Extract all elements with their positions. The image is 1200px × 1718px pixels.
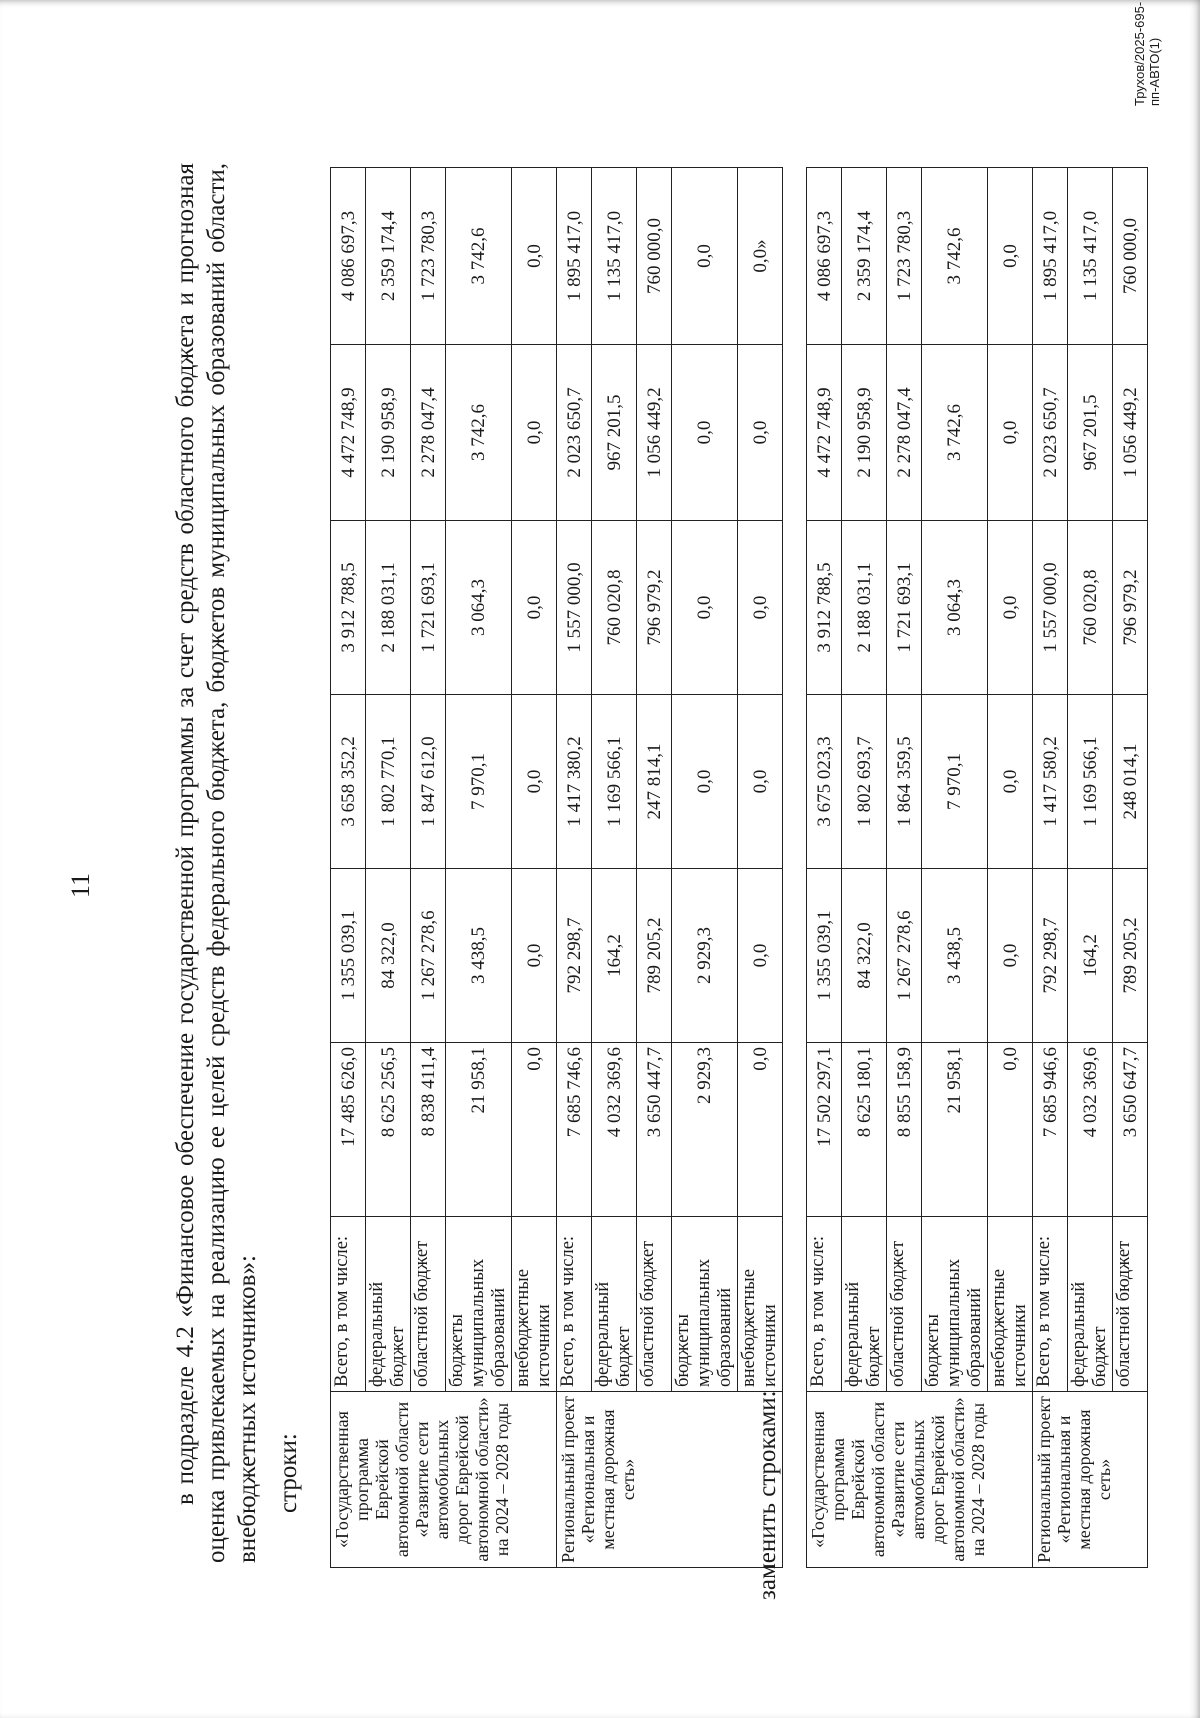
- amount-cell: 2 190 958,9: [842, 345, 887, 521]
- amount-cell: 0,0: [988, 869, 1033, 1043]
- funding-source-cell: областной бюджет: [411, 1217, 446, 1392]
- amount-cell: 2 359 174,4: [366, 168, 411, 345]
- amount-cell: 4 472 748,9: [331, 345, 366, 521]
- amount-cell: 1 557 000,0: [557, 521, 592, 695]
- amount-cell: 2 929,3: [672, 869, 738, 1043]
- amount-cell: 7 685 946,6: [1033, 1043, 1068, 1217]
- amount-cell: 1 847 612,0: [411, 695, 446, 869]
- amount-cell: 4 086 697,3: [331, 168, 366, 345]
- amount-cell: 0,0: [672, 168, 738, 345]
- amount-cell: 2 023 650,7: [1033, 345, 1068, 521]
- amount-cell: 3 650 647,7: [1113, 1043, 1148, 1217]
- funding-source-cell: внебюджетные источники: [738, 1217, 783, 1392]
- amount-cell: 0,0: [988, 345, 1033, 521]
- table-row: [807, 168, 842, 1568]
- amount-cell: 0,0: [738, 1043, 783, 1217]
- amount-cell: 760 000,0: [1113, 168, 1148, 345]
- amount-cell: 1 169 566,1: [592, 695, 637, 869]
- amount-cell: 2 359 174,4: [842, 168, 887, 345]
- amount-cell: 1 417 380,2: [557, 695, 592, 869]
- funding-source-cell: областной бюджет: [1113, 1217, 1148, 1392]
- amount-cell: 0,0»: [738, 168, 783, 345]
- amount-cell: 1 723 780,3: [887, 168, 922, 345]
- document-footer-code: Трухов/2025-695-пп-АВТО(1): [1132, 1, 1162, 106]
- amount-cell: 1 802 693,7: [842, 695, 887, 869]
- amount-cell: 17 502 297,1: [807, 1043, 842, 1217]
- table-row: [738, 168, 783, 1568]
- amount-cell: 7 685 746,6: [557, 1043, 592, 1217]
- amount-cell: 2 278 047,4: [887, 345, 922, 521]
- table-row: [988, 168, 1033, 1568]
- funding-source-cell: федеральный бюджет: [366, 1217, 411, 1392]
- amount-cell: 760 020,8: [1068, 521, 1113, 695]
- amount-cell: 7 970,1: [446, 695, 512, 869]
- amount-cell: 1 135 417,0: [1068, 168, 1113, 345]
- amount-cell: 3 658 352,2: [331, 695, 366, 869]
- funding-source-cell: Всего, в том числе:: [331, 1217, 366, 1392]
- amount-cell: 3 438,5: [922, 869, 988, 1043]
- amount-cell: 0,0: [988, 168, 1033, 345]
- amount-cell: 760 000,0: [637, 168, 672, 345]
- funding-source-cell: внебюджетные источники: [512, 1217, 557, 1392]
- funding-source-cell: Всего, в том числе:: [807, 1217, 842, 1392]
- amount-cell: 0,0: [988, 1043, 1033, 1217]
- caption-old-rows: строки:: [275, 1433, 302, 1513]
- table-row: [557, 168, 592, 1568]
- amount-cell: 1 056 449,2: [1113, 345, 1148, 521]
- finance-table-new: [806, 167, 1148, 1568]
- table-row: [922, 168, 988, 1568]
- amount-cell: 967 201,5: [592, 345, 637, 521]
- table-row: [411, 168, 446, 1568]
- amount-cell: 0,0: [738, 345, 783, 521]
- funding-source-cell: внебюджетные источники: [988, 1217, 1033, 1392]
- amount-cell: 2 929,3: [672, 1043, 738, 1217]
- state-program-name-cell: «Государственная программа Еврейской автономной области «Развитие сети автомобильных дорог Еврейской автономной области» на 2024 – 2028 годы: [807, 1392, 1033, 1568]
- amount-cell: 8 855 158,9: [887, 1043, 922, 1217]
- amount-cell: 3 064,3: [922, 521, 988, 695]
- amount-cell: 1 417 580,2: [1033, 695, 1068, 869]
- funding-source-cell: Всего, в том числе:: [557, 1217, 592, 1392]
- table-row: [446, 168, 512, 1568]
- amount-cell: 0,0: [988, 695, 1033, 869]
- table-row: [637, 168, 672, 1568]
- table-row: [887, 168, 922, 1568]
- amount-cell: 3 675 023,3: [807, 695, 842, 869]
- amount-cell: 3 650 447,7: [637, 1043, 672, 1217]
- amount-cell: 3 912 788,5: [807, 521, 842, 695]
- amount-cell: 1 267 278,6: [887, 869, 922, 1043]
- table-row: [512, 168, 557, 1568]
- amount-cell: 789 205,2: [637, 869, 672, 1043]
- amount-cell: 3 438,5: [446, 869, 512, 1043]
- finance-table-old: [330, 167, 783, 1568]
- page-number: 11: [66, 872, 95, 898]
- amount-cell: 4 032 369,6: [592, 1043, 637, 1217]
- amount-cell: 3 742,6: [922, 345, 988, 521]
- amount-cell: 2 188 031,1: [366, 521, 411, 695]
- amount-cell: 21 958,1: [446, 1043, 512, 1217]
- funding-source-cell: федеральный бюджет: [592, 1217, 637, 1392]
- amount-cell: 0,0: [512, 168, 557, 345]
- amount-cell: 1 135 417,0: [592, 168, 637, 345]
- table-row: [672, 168, 738, 1568]
- amount-cell: 789 205,2: [1113, 869, 1148, 1043]
- amount-cell: 1 802 770,1: [366, 695, 411, 869]
- amount-cell: 1 723 780,3: [411, 168, 446, 345]
- amount-cell: 0,0: [738, 869, 783, 1043]
- funding-source-cell: областной бюджет: [887, 1217, 922, 1392]
- amount-cell: 0,0: [738, 695, 783, 869]
- amount-cell: 1 895 417,0: [1033, 168, 1068, 345]
- funding-source-cell: федеральный бюджет: [1068, 1217, 1113, 1392]
- amount-cell: 792 298,7: [1033, 869, 1068, 1043]
- regional-project-name-cell: Региональный проект «Региональная и местная дорожная сеть»: [557, 1392, 783, 1568]
- intro-paragraph: [170, 163, 263, 1563]
- amount-cell: 247 814,1: [637, 695, 672, 869]
- amount-cell: 17 485 626,0: [331, 1043, 366, 1217]
- funding-source-cell: областной бюджет: [637, 1217, 672, 1392]
- table-row: [1068, 168, 1113, 1568]
- amount-cell: 796 979,2: [1113, 521, 1148, 695]
- table-row: [331, 168, 366, 1568]
- amount-cell: 3 742,6: [922, 168, 988, 345]
- amount-cell: 0,0: [512, 345, 557, 521]
- table-row: [1033, 168, 1068, 1568]
- amount-cell: 0,0: [988, 521, 1033, 695]
- amount-cell: 0,0: [512, 521, 557, 695]
- funding-source-cell: Всего, в том числе:: [1033, 1217, 1068, 1392]
- amount-cell: 8 838 411,4: [411, 1043, 446, 1217]
- amount-cell: 0,0: [672, 345, 738, 521]
- table-row: [592, 168, 637, 1568]
- amount-cell: 760 020,8: [592, 521, 637, 695]
- amount-cell: 0,0: [512, 695, 557, 869]
- amount-cell: 84 322,0: [842, 869, 887, 1043]
- amount-cell: 4 032 369,6: [1068, 1043, 1113, 1217]
- amount-cell: 84 322,0: [366, 869, 411, 1043]
- amount-cell: 0,0: [512, 1043, 557, 1217]
- table-row: [1113, 168, 1148, 1568]
- funding-source-cell: бюджеты муниципальных образований: [446, 1217, 512, 1392]
- amount-cell: 1 355 039,1: [807, 869, 842, 1043]
- amount-cell: 8 625 256,5: [366, 1043, 411, 1217]
- funding-source-cell: бюджеты муниципальных образований: [672, 1217, 738, 1392]
- amount-cell: 1 169 566,1: [1068, 695, 1113, 869]
- amount-cell: 0,0: [512, 869, 557, 1043]
- amount-cell: 1 721 693,1: [887, 521, 922, 695]
- amount-cell: 164,2: [592, 869, 637, 1043]
- amount-cell: 1 864 359,5: [887, 695, 922, 869]
- amount-cell: 8 625 180,1: [842, 1043, 887, 1217]
- caption-new-rows: заменить строками:: [754, 1390, 781, 1600]
- table-row: [366, 168, 411, 1568]
- regional-project-name-cell: Региональный проект «Региональная и местная дорожная сеть»: [1033, 1392, 1148, 1568]
- amount-cell: 1 267 278,6: [411, 869, 446, 1043]
- amount-cell: 164,2: [1068, 869, 1113, 1043]
- amount-cell: 3 912 788,5: [331, 521, 366, 695]
- amount-cell: 1 721 693,1: [411, 521, 446, 695]
- amount-cell: 1 557 000,0: [1033, 521, 1068, 695]
- intro-text: в подразделе 4.2 «Финансовое обеспечение государственной программы за счет средств областного бюджета и прогнозная оценка привлекаемых на реализацию ее целей средств федерального бюджета, бюджетов муниципальных образований области, внебюджетных источников»:: [172, 163, 261, 1563]
- amount-cell: 1 355 039,1: [331, 869, 366, 1043]
- amount-cell: 0,0: [672, 695, 738, 869]
- funding-source-cell: федеральный бюджет: [842, 1217, 887, 1392]
- amount-cell: 2 188 031,1: [842, 521, 887, 695]
- amount-cell: 2 190 958,9: [366, 345, 411, 521]
- amount-cell: 7 970,1: [922, 695, 988, 869]
- amount-cell: 967 201,5: [1068, 345, 1113, 521]
- amount-cell: 2 278 047,4: [411, 345, 446, 521]
- amount-cell: 792 298,7: [557, 869, 592, 1043]
- amount-cell: 248 014,1: [1113, 695, 1148, 869]
- amount-cell: 1 895 417,0: [557, 168, 592, 345]
- amount-cell: 3 742,6: [446, 168, 512, 345]
- amount-cell: 21 958,1: [922, 1043, 988, 1217]
- funding-source-cell: бюджеты муниципальных образований: [922, 1217, 988, 1392]
- amount-cell: 0,0: [672, 521, 738, 695]
- state-program-name-cell: «Государственная программа Еврейской автономной области «Развитие сети автомобильных дорог Еврейской автономной области» на 2024 – 2028 годы: [331, 1392, 557, 1568]
- amount-cell: 3 742,6: [446, 345, 512, 521]
- amount-cell: 4 086 697,3: [807, 168, 842, 345]
- amount-cell: 1 056 449,2: [637, 345, 672, 521]
- amount-cell: 3 064,3: [446, 521, 512, 695]
- amount-cell: 4 472 748,9: [807, 345, 842, 521]
- table-row: [842, 168, 887, 1568]
- amount-cell: 2 023 650,7: [557, 345, 592, 521]
- amount-cell: 796 979,2: [637, 521, 672, 695]
- amount-cell: 0,0: [738, 521, 783, 695]
